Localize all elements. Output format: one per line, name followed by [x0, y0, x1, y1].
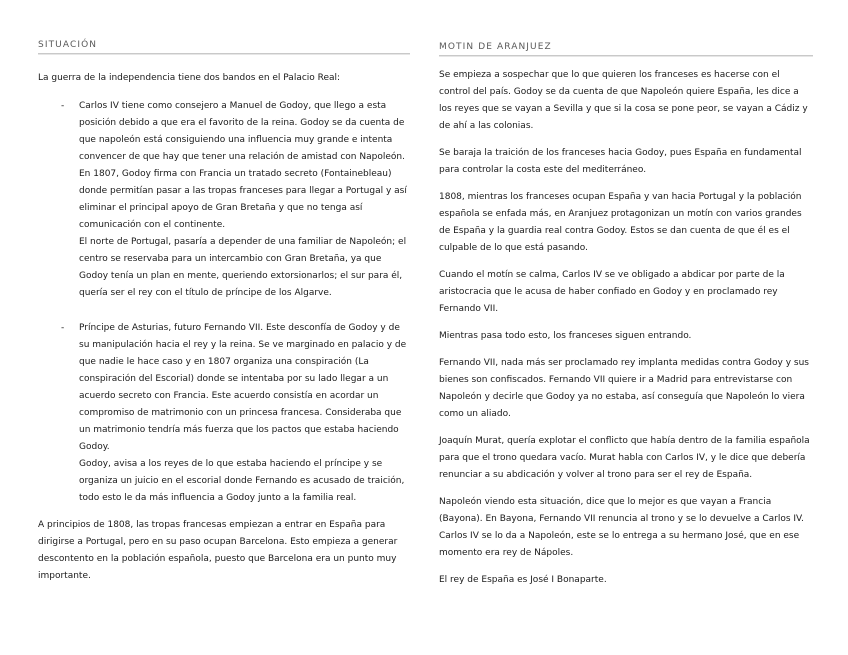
paragraph: Cuando el motín se calma, Carlos IV se ve obligado a abdicar por parte de la aristocracia que le acusa de haber confiado en Godoy y en proclamado rey Fernando VII. [439, 270, 785, 314]
paragraph: Joaquín Murat, quería explotar el conflicto que había dentro de la familia española para que el trono quedara vacío. Murat habla con Carlos IV, y le dice que debería renunciar a su abdicación y volver al trono para ser el rey de España. [439, 436, 810, 480]
paragraph: Se empieza a sospechar que lo que quieren los franceses es hacerse con el control del país. Godoy se da cuenta de que Napoleón quiere España, les dice a los reyes que se vayan a Sevilla y que si la cosa se pone peor, se vayan a Cádiz y de ahí a las colonias. [439, 70, 808, 131]
list-item-principe-asturias [38, 320, 410, 507]
list-dash: - [61, 101, 65, 111]
left-column [38, 0, 410, 585]
paragraph: 1808, mientras los franceses ocupan España y van hacia Portugal y la población española se enfada más, en Aranjuez protagonizan un motín con varios grandes de España y la guardia real contra Godoy. Estos se dan cuenta de que él es el culpable de lo que está pasando. [439, 192, 802, 253]
paragraph: El norte de Portugal, pasaría a depender de una familiar de Napoleón; el centro se reservaba para un intercambio con Gran Bretaña, ya que Godoy tenía un plan en mente, queriendo extorsionarlos; el sur para él, quería ser el rey con el título de príncipe de los Algarve. [79, 237, 407, 298]
paragraph: Príncipe de Asturias, futuro Fernando VII. Este desconfía de Godoy y de su manipulación hacia el rey y la reina. Se ve marginado en palacio y de que nadie le hace caso y en 1807 organiza una conspiración (La conspiración del Escorial) donde se intentaba por su lado llegar a un acuerdo secreto con Francia. Este acuerdo consistía en acordar un compromiso de matrimonio con un princesa francesa. Consideraba que un matrimonio tendría más fuerza que los pactos que estaba haciendo Godoy. [79, 323, 407, 452]
right-column [439, 0, 813, 599]
paragraph: Mientras pasa todo esto, los franceses siguen entrando. [439, 331, 692, 341]
list-item-carlos-iv [38, 98, 410, 302]
list-dash: - [61, 323, 65, 333]
paragraph: El rey de España es José I Bonaparte. [439, 575, 607, 585]
outro-paragraph: A principios de 1808, las tropas francesas empiezan a entrar en España para dirigirse a Portugal, pero en su paso ocupan Barcelona. Esto empieza a generar descontento en la población española, puesto que Barcelona era un punto muy importante. [38, 520, 398, 581]
section-heading-situacion: SITUACIÓN [38, 40, 410, 54]
paragraph: Godoy, avisa a los reyes de lo que estaba haciendo el príncipe y se organiza un juicio en el escorial donde Fernando es acusado de traición, todo esto le da más influencia a Godoy junto a la familia real. [79, 459, 405, 503]
paragraph: Carlos IV tiene como consejero a Manuel de Godoy, que llego a esta posición debido a que era el favorito de la reina. Godoy se da cuenta de que napoleón está consiguiendo una influencia muy grande e intenta convencer de que hay que tener una relación de amistad con Napoleón. [79, 101, 405, 162]
paragraph: Napoleón viendo esta situación, dice que lo mejor es que vayan a Francia (Bayona). En Bayona, Fernando VII renuncia al trono y se lo devuelve a Carlos IV. Carlos IV se lo da a Napoleón, este se lo entrega a su hermano José, que en ese momento era rey de Nápoles. [439, 497, 804, 558]
intro-paragraph: La guerra de la independencia tiene dos bandos en el Palacio Real: [38, 73, 341, 83]
paragraph: En 1807, Godoy firma con Francia un tratado secreto (Fontainebleau) donde permitían pasar a las tropas franceses para llegar a Portugal y así eliminar el principal apoyo de Gran Bretaña y que no tenga así comunicación con el continente. [79, 169, 407, 230]
paragraph: Fernando VII, nada más ser proclamado rey implanta medidas contra Godoy y sus bienes son confiscados. Fernando VII quiere ir a Madrid para entrevistarse con Napoleón y decirle que Godoy ya no estaba, así conseguía que Napoleón lo viera como un aliado. [439, 358, 809, 419]
section-heading-motin: MOTIN DE ARANJUEZ [439, 42, 813, 56]
paragraph: Se baraja la traición de los franceses hacia Godoy, pues España en fundamental para controlar la costa este del mediterráneo. [439, 148, 802, 175]
